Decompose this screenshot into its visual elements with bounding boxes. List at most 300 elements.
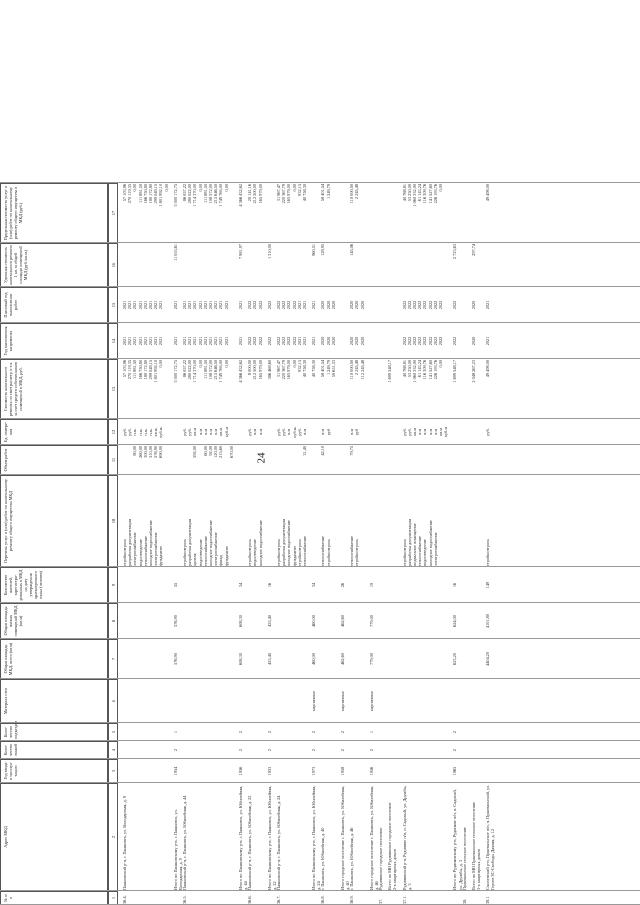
cell-fl [247, 742, 267, 758]
cell-y14: 2020 2020 2020 [320, 336, 336, 346]
cell-liv [276, 604, 311, 638]
cell-y14: 2021 2021 2021 2021 2021 2021 2021 2021 [122, 336, 164, 346]
cell-y14: 2022 2022 2022 2022 2022 2022 2022 2022 [401, 336, 444, 346]
cell-addr: Пашковский р-н, г. Пашковск, ул. Юбилейная, д. 24 [276, 795, 281, 890]
cell-cost: 40 758,30 [311, 360, 317, 378]
cell-year [349, 760, 369, 782]
cell-limit: 86 057,22 280 022,00 1 714 370,00 0,00 111 881,50 108 572,00 215 646,50 1 749 765,00 0,00 [182, 184, 229, 207]
cell-limit: 40 768,81 53 250,00 1 060 332,00 61 143,24 116 309,76 141 527,60 226 193,76 0,00 [401, 184, 444, 207]
cell-liv [349, 604, 369, 638]
column-number: 10 [108, 475, 118, 567]
cell-unitcost: 128,95 [320, 244, 326, 256]
grid-line [0, 782, 640, 783]
cell-no [471, 892, 485, 904]
cell-year: 1953 [266, 766, 272, 776]
cell-peop [349, 568, 369, 602]
cell-addr: Всего по МО Пржевальское сельское поселение 3-х квартирных домов [470, 801, 481, 890]
cell-area [349, 640, 369, 678]
cell-fl [276, 742, 311, 758]
cell-mat [485, 680, 494, 722]
cell-mat [247, 680, 267, 722]
cell-peop: 26 [340, 582, 345, 588]
table-row [471, 0, 485, 905]
header-cell: Год ввода в эксплуа-тацию [0, 759, 108, 783]
table-row [320, 0, 340, 905]
cell-liv [122, 604, 173, 638]
cell-limit [267, 184, 276, 242]
column-number: 7 [108, 639, 118, 679]
cell-y15: 2020 [470, 300, 476, 310]
cell-addr: Всего по МО Рудинянское городское поселение 2-х квартирных домов [387, 802, 398, 890]
cell-peop [462, 568, 471, 602]
cell-y15: 2022 2022 2022 2022 2022 2022 2022 2022 [401, 300, 444, 310]
cell-y14: 2022 [266, 336, 272, 346]
cell-limit: 31 967,47 220 367,79 165 979,00 0,00 932,15 40 758,30 [276, 184, 308, 204]
cell-peop: 19 [368, 582, 374, 588]
header-cell: Перечень услуг и (или) работ по капитальному ремонту общего имущества МКД [0, 475, 108, 567]
cell-unit [369, 420, 378, 444]
cell-limit [462, 184, 471, 242]
cell-cost: 4 366 432,62 [238, 360, 243, 383]
cell-area [122, 640, 173, 678]
cell-liv [402, 604, 453, 638]
table-row [247, 0, 267, 905]
cell-area [320, 640, 340, 678]
cell-works: стройконтроль водоотведение холодное водоснабжение [247, 520, 263, 566]
cell-cost [462, 360, 471, 418]
cell-year [471, 760, 485, 782]
table-row [462, 0, 471, 905]
cell-works: стройконтроль разработка документации кровля водоотведение теплоснабжение холодное водоснабжение электроснабжение фасад фундамент [182, 518, 229, 566]
cell-en [471, 724, 485, 740]
cell-y14: 2020 2020 2020 [349, 336, 365, 346]
cell-unit [452, 420, 461, 444]
cell-unit [387, 420, 401, 444]
cell-cost: 8 000,00 212 500,00 165 979,00 [247, 360, 263, 380]
table-row [267, 0, 276, 905]
cell-works [462, 476, 471, 566]
cell-addr: Итого по Пашковскому р-н, г. Пашковск, ул. Юбилейная, д. 24 [311, 785, 322, 890]
cell-no: 36.8. [320, 895, 326, 904]
cell-limit: 110 000,00 2 245,48 [349, 184, 360, 204]
cell-cost [340, 360, 349, 418]
grid-line [0, 444, 640, 445]
cell-mat [402, 680, 453, 722]
cell-vol [378, 446, 387, 474]
cell-en: 1 [172, 730, 178, 734]
cell-en: 2 [452, 730, 458, 734]
cell-year [182, 760, 238, 782]
header-cell: Общая площадь жилых помещений МКД (кв.м) [0, 603, 108, 639]
cell-y14: 2021 2021 2021 2021 2021 2021 2021 2021 2021 [182, 336, 229, 346]
cell-en [402, 724, 453, 740]
cell-addr: Итого городское поселение г. Пашковск, ул. Юбилейная, д. 40 [340, 786, 351, 890]
cell-addr: Итого по Рудинянскому р-н, Рудиняне п/п, п. Садовый, ул. Дружбы, д. 3 [452, 789, 463, 890]
cell-year [387, 760, 401, 782]
cell-works: стройконтроль разработка документации электроснабжение водоотведение теплоснабжение холодное водоснабжение электроснабжение фундамент [122, 518, 164, 566]
cell-cost: 86 057,22 280 022,00 1 714 370,00 0,00 111 881,50 108 572,00 215 646,50 1 749 765,00 0,00 [182, 360, 229, 383]
cell-area: 608,30 [238, 653, 243, 665]
cell-addr: г. Пашковск, ул. Юбилейная, д. 46 [349, 827, 355, 890]
column-number: 14 [108, 323, 118, 359]
cell-y15: 2020 2020 2020 [320, 300, 336, 310]
cell-vol [238, 446, 247, 474]
cell-unit: п.м руб [349, 428, 360, 436]
cell-fl [462, 742, 471, 758]
cell-fl [402, 742, 453, 758]
cell-vol: 79,75 [349, 446, 355, 456]
cell-unitcost: 145,06 [349, 244, 355, 256]
cell-peop [402, 568, 453, 602]
cell-cost: 386 469,60 [266, 360, 272, 380]
cell-cost: 2 048 267,23 [470, 360, 476, 383]
grid-line [0, 474, 640, 475]
cell-y15: 2021 2021 2021 2021 2021 2021 2021 2021 [122, 300, 164, 310]
cell-cost: 110 000,00 2 245,48 112 245,48 [349, 360, 365, 380]
column-number: 16 [108, 243, 118, 287]
cell-en [122, 724, 173, 740]
cell-peop [378, 568, 387, 602]
cell-liv: 453,40 [266, 615, 272, 627]
cell-peop: 16 [452, 582, 458, 588]
cell-area [387, 640, 401, 678]
cell-vol: 31,40 [302, 446, 308, 456]
cell-limit: 58 401,54 1 249,79 [320, 184, 331, 202]
cell-y15: 2021 [311, 300, 317, 310]
cell-area: 623,20 [452, 653, 458, 665]
header-cell: Удельная стоимость капитального ремонта 1 кв. м общей площади помещений МКД (руб./кв.м.) [0, 243, 108, 287]
cell-unit [267, 420, 276, 444]
cell-unit [311, 420, 320, 444]
cell-area: 4404,20 [485, 652, 491, 666]
cell-mat [267, 680, 276, 722]
cell-fl: 2 [172, 748, 178, 752]
cell-area: 576,90 [172, 653, 178, 665]
cell-addr: Итого по Пашковскому р-н, г. Пашковск, ул. Юбилейная, д. 22 [266, 785, 277, 890]
grid-line [0, 678, 640, 679]
cell-en: 1 [368, 730, 374, 734]
cell-y14 [387, 324, 401, 358]
cell-mat [173, 680, 182, 722]
cell-works [238, 476, 247, 566]
cell-no [452, 892, 461, 904]
header-cell: № п/п [0, 891, 108, 905]
cell-en: 2 [238, 730, 243, 734]
table-row [276, 0, 311, 905]
cell-vol [485, 446, 494, 474]
cell-y14 [378, 324, 387, 358]
cell-unitcost: 960,51 [311, 244, 317, 256]
cell-cost: 31 967,47 220 367,79 165 979,00 0,00 932,15 40 758,30 [276, 360, 308, 380]
cell-vol [340, 446, 349, 474]
cell-fl [122, 742, 173, 758]
cell-peop: 34 [311, 582, 317, 588]
cell-mat [471, 680, 485, 722]
cell-en [320, 724, 340, 740]
cell-mat [320, 680, 340, 722]
cell-addr: Итого городское поселение г. Пашковск, ул. Юбилейная, д. 46 [368, 786, 379, 890]
cell-no: 36.9. [349, 895, 355, 904]
cell-y14 [369, 324, 378, 358]
cell-liv: 462,60 [340, 615, 345, 627]
cell-no [311, 892, 320, 904]
grid-line [0, 722, 640, 723]
cell-liv: 779,00 [368, 615, 374, 627]
header-cell: Ед. измере-ния [0, 419, 108, 445]
cell-en [276, 724, 311, 740]
cell-y15: 2021 [238, 300, 243, 310]
cell-no: 37. [378, 898, 383, 904]
cell-unit: руб. [485, 428, 491, 436]
column-number: 3 [108, 759, 118, 783]
cell-unitcost [485, 244, 494, 286]
cell-peop [247, 568, 267, 602]
cell-cost [378, 360, 387, 418]
header-cell: Общая площадь МКД, всего (кв.м) [0, 639, 108, 679]
cell-en [182, 724, 238, 740]
cell-unitcost: 11 053,61 [172, 244, 178, 262]
cell-cost [369, 360, 378, 418]
cell-y14 [462, 324, 471, 358]
cell-no: 36.6. [247, 895, 253, 904]
cell-fl [387, 742, 401, 758]
cell-mat [452, 680, 461, 722]
table-row [485, 0, 494, 905]
cell-unitcost [369, 244, 378, 286]
table-row [369, 0, 378, 905]
cell-year [378, 760, 387, 782]
cell-no: 36.4. [122, 895, 127, 904]
cell-no: 36.5. [182, 895, 187, 904]
cell-works [387, 476, 401, 566]
cell-fl [471, 742, 485, 758]
grid-line [0, 638, 640, 639]
cell-unit [462, 420, 471, 444]
cell-fl: 2 [238, 748, 243, 752]
cell-liv: 624,00 [452, 615, 458, 627]
cell-peop [276, 568, 311, 602]
cell-addr: Смоленский р-н, Пржевальское п/п, п. Пржевальский, ул. Героев ЗС-Свободы Дачная, д. 12 [485, 784, 496, 890]
cell-liv [471, 604, 485, 638]
cell-unitcost [378, 244, 387, 286]
cell-mat [349, 680, 369, 722]
cell-y15: 2020 2020 2020 [349, 300, 365, 310]
cell-unit: руб. руб. кв.м п.м п.м п.м п.м кв.м куб.м [182, 426, 229, 438]
cell-vol [462, 446, 471, 474]
grid-line [0, 286, 640, 287]
cell-limit [369, 184, 378, 242]
cell-y15: 2022 [452, 300, 458, 310]
cell-year: 1956 [368, 766, 374, 776]
cell-unit: руб. руб. п.м куб.м. руб. п.м [276, 426, 308, 438]
cell-en [247, 724, 267, 740]
cell-unitcost: 2 723,63 [452, 244, 458, 260]
cell-no [267, 892, 276, 904]
header-cell: Коли-чество этажей [0, 741, 108, 759]
cell-y14: 2022 2022 2022 2022 2021 2021 [276, 336, 308, 346]
cell-peop [122, 568, 173, 602]
cell-cost: 58 401,54 1 249,79 59 651,33 [320, 360, 336, 378]
cell-works [173, 476, 182, 566]
cell-no [387, 892, 401, 904]
cell-cost: 49 498,00 [485, 360, 491, 378]
page-number: 24 [255, 452, 268, 464]
column-number: 5 [108, 723, 118, 741]
cell-y14 [340, 324, 349, 358]
cell-addr: г. Пашковск, ул. Юбилейная, д. 40 [320, 827, 326, 890]
cell-peop [387, 568, 401, 602]
cell-no [340, 892, 349, 904]
header-cell: Количество жителей, зарегистри-рованных в МКД на дату утверждения краткосрочного плана (человек) [0, 567, 108, 603]
cell-mat: кирпичные [340, 690, 345, 712]
grid-line [0, 740, 640, 741]
cell-addr: Итого по Пашковскому р-н, г. Пашковск, ул. Володарская, д. 9 [172, 809, 183, 890]
header-cell: Адрес МКД [0, 783, 108, 891]
cell-fl [485, 742, 494, 758]
cell-unit [471, 420, 485, 444]
cell-y14: 2021 [311, 336, 317, 346]
cell-works [378, 476, 387, 566]
grid-line [0, 418, 640, 419]
cell-mat [276, 680, 311, 722]
cell-liv: 460,00 [311, 615, 317, 627]
cell-limit [378, 184, 387, 242]
cell-year [485, 760, 494, 782]
cell-unitcost [387, 244, 401, 286]
cell-area [182, 640, 238, 678]
cell-addr: Пашковский р-н, г. Пашковск, ул. Юбилейная, д. 22 [247, 795, 253, 890]
cell-unit: п.м руб [320, 428, 331, 436]
cell-fl: 2 [368, 748, 374, 752]
cell-fl: 2 [452, 748, 458, 752]
cell-y14: 2021 [485, 336, 491, 346]
table-row [349, 0, 369, 905]
cell-year: 1954 [172, 766, 178, 776]
cell-limit: 20 141,16 212 500,00 165 979,00 [247, 184, 263, 204]
cell-y15 [462, 288, 471, 322]
cell-unitcost [182, 244, 238, 286]
column-number: 2 [108, 783, 118, 891]
cell-works [311, 476, 320, 566]
cell-en [462, 724, 471, 740]
cell-works [471, 476, 485, 566]
cell-unitcost [462, 244, 471, 286]
column-number: 12 [108, 419, 118, 445]
cell-fl [378, 742, 387, 758]
grid-line [0, 566, 640, 567]
grid-line [0, 322, 640, 323]
table-row [173, 0, 182, 905]
cell-y14: 2022 [452, 336, 458, 346]
table-row [378, 0, 387, 905]
grid-line [0, 242, 640, 243]
cell-area: 460,00 [311, 653, 317, 665]
cell-unit: руб. руб. кв.м п.м п.м п.м п.м кв.м куб.м [401, 426, 449, 438]
table-row [182, 0, 238, 905]
header-cell: Плановый год выполнения работ [0, 287, 108, 323]
cell-works: стройконтроль разработка документации подвальное помещение теплоснабжение водоотведение холодное водоснабжение электроснабжение [401, 518, 438, 566]
cell-unitcost [276, 244, 311, 286]
cell-unit [238, 420, 247, 444]
cell-year [247, 760, 267, 782]
cell-vol [311, 446, 320, 474]
cell-en [485, 724, 494, 740]
cell-area [462, 640, 471, 678]
table-row [122, 0, 173, 905]
header-cell: Коли-чество подъездов [0, 723, 108, 741]
cell-no [173, 892, 182, 904]
cell-y15: 2021 [172, 300, 178, 310]
table-row [402, 0, 453, 905]
cell-limit [340, 184, 349, 242]
cell-unitcost: 1 310,00 [266, 244, 272, 260]
grid-line [0, 758, 640, 759]
cell-year: 1956 [238, 766, 243, 776]
cell-unit: руб. руб. п.м. п.м. п.м. п.м. кв.м. куб.м. [122, 426, 164, 438]
header-cell: Предельная стоимость услуг и (или) работ по капитальному ремонту общего имущества в МКД (руб.) [0, 183, 108, 243]
grid-line [0, 182, 640, 183]
column-number: 6 [108, 679, 118, 723]
cell-limit: 3 000 172,75 [172, 184, 178, 207]
cell-unitcost [247, 244, 267, 286]
cell-peop [182, 568, 238, 602]
cell-mat [462, 680, 471, 722]
cell-works [369, 476, 378, 566]
cell-vol [402, 446, 453, 474]
cell-area: 453,40 [266, 653, 272, 665]
cell-year [462, 760, 471, 782]
cell-addr: Пашковский р-н, г. Пашковск, ул. Володарская, д. 9 [122, 795, 127, 890]
column-number: 17 [108, 183, 118, 243]
cell-cost: 1 699 548,17 [387, 360, 393, 383]
cell-peop: 16 [266, 582, 272, 588]
cell-fl [349, 742, 369, 758]
cell-vol [471, 446, 485, 474]
cell-liv: 608,30 [238, 615, 243, 627]
cell-unitcost: 297,74 [470, 244, 476, 256]
cell-en: 2 [340, 730, 345, 734]
cell-y15: 2022 2022 2022 [247, 300, 263, 310]
cell-vol [369, 446, 378, 474]
column-number: 11 [108, 445, 118, 475]
cell-y15: 2021 2021 2021 2021 2021 2021 2021 2021 2021 [182, 300, 229, 310]
cell-liv: 576,90 [172, 615, 178, 627]
cell-vol [247, 446, 267, 474]
cell-cost: 57 103,96 270 119,35 111 881,50 166 750,80 180 172,80 299 049,15 1 801 992,10 0,00 [122, 360, 164, 383]
cell-vol [452, 446, 461, 474]
cell-works [452, 476, 461, 566]
table-row [311, 0, 320, 905]
grid-line [0, 602, 640, 603]
cell-fl [182, 742, 238, 758]
cell-en: 2 [266, 730, 272, 734]
cell-addr: Пашковский р-н, г. Пашковск, ул. Юбилейная, д. 44 [182, 795, 187, 890]
cell-no: 38.1 [485, 896, 491, 904]
cell-peop: 34 [238, 582, 243, 588]
cell-cost: 1 699 548,17 [452, 360, 458, 383]
cell-mat [182, 680, 238, 722]
cell-peop [471, 568, 485, 602]
cell-fl: 2 [266, 748, 272, 752]
header-cell: Год выполнения капремонта [0, 323, 108, 359]
grid-line [0, 358, 640, 359]
cell-year: 1958 [340, 766, 345, 776]
cell-y14: 2021 [238, 336, 243, 346]
cell-unitcost: 7 981,97 [238, 244, 243, 260]
cell-year [122, 760, 173, 782]
table-header [0, 0, 120, 905]
cell-vol: 80,00 260,00 300,00 510,00 576,90 690,00 [132, 446, 164, 458]
